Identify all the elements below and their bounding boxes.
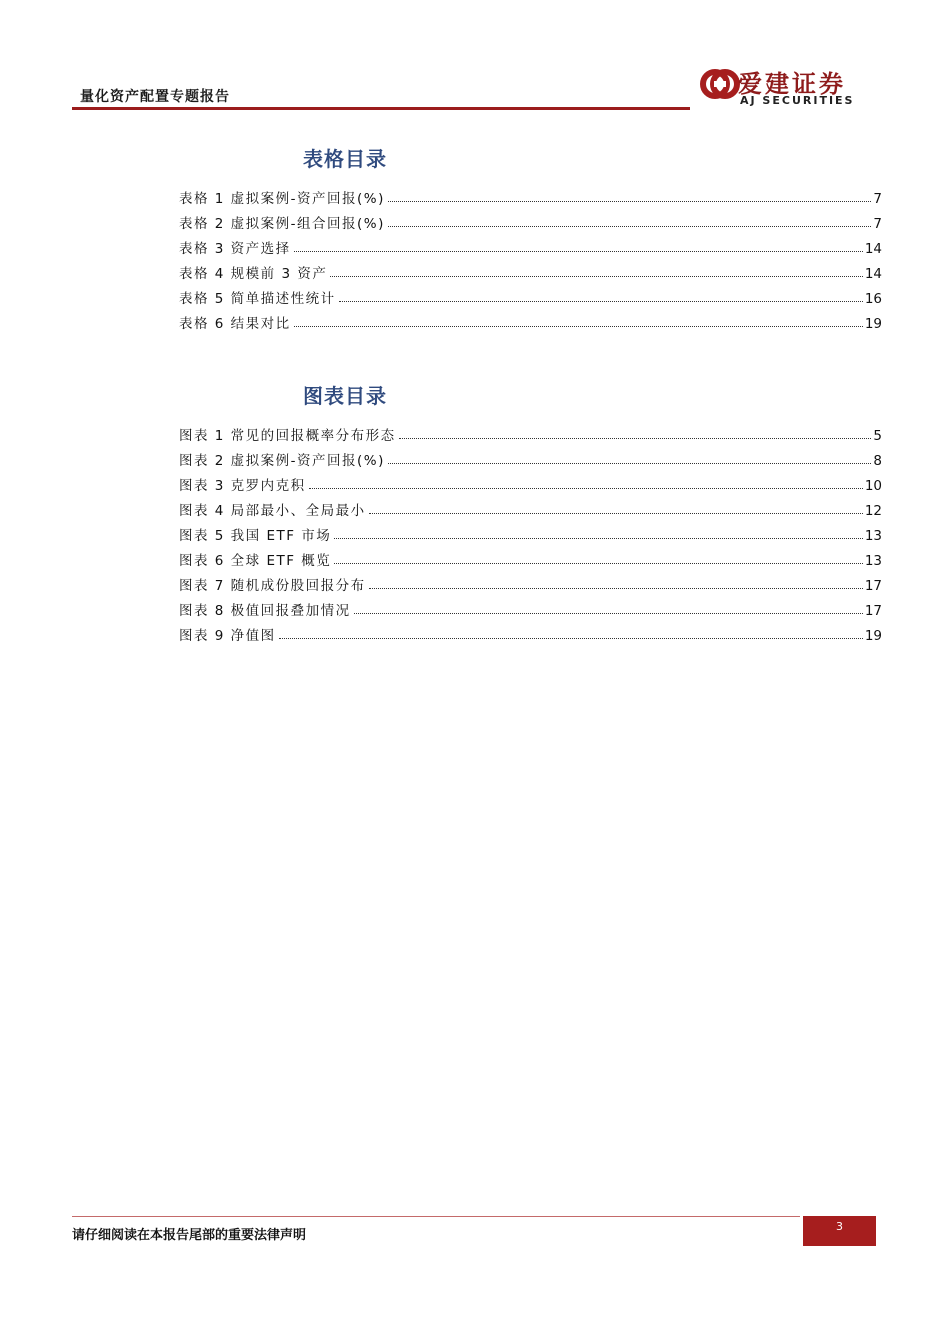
- table-toc-list: [179, 182, 882, 332]
- toc-entry-page: 19: [864, 628, 882, 644]
- leader-dots: [388, 225, 872, 227]
- leader-dots: [279, 637, 863, 639]
- toc-entry-label: 表格 4 规模前 3 资产: [179, 266, 328, 282]
- toc-entry[interactable]: [179, 257, 882, 282]
- figure-toc-title: 图表目录: [303, 384, 387, 408]
- toc-entry-label: 图表 2 虚拟案例-资产回报(%): [179, 453, 385, 469]
- toc-entry[interactable]: [179, 469, 882, 494]
- toc-entry[interactable]: [179, 207, 882, 232]
- toc-entry-page: 12: [864, 503, 882, 519]
- toc-entry-page: 16: [864, 291, 882, 307]
- leader-dots: [388, 462, 872, 464]
- toc-entry-page: 7: [873, 216, 882, 232]
- leader-dots: [354, 612, 863, 614]
- toc-entry[interactable]: [179, 282, 882, 307]
- toc-entry[interactable]: [179, 619, 882, 644]
- toc-entry-page: 5: [873, 428, 882, 444]
- toc-entry-page: 14: [864, 266, 882, 282]
- toc-entry-label: 表格 5 简单描述性统计: [179, 291, 336, 307]
- toc-entry-page: 13: [864, 553, 882, 569]
- header-rule: [72, 107, 690, 110]
- toc-entry[interactable]: [179, 494, 882, 519]
- toc-entry-page: 13: [864, 528, 882, 544]
- toc-entry-page: 19: [864, 316, 882, 332]
- toc-entry-page: 8: [873, 453, 882, 469]
- toc-entry[interactable]: [179, 444, 882, 469]
- toc-entry-label: 图表 8 极值回报叠加情况: [179, 603, 351, 619]
- brand-logo: [700, 62, 890, 110]
- leader-dots: [294, 250, 863, 252]
- toc-entry-label: 图表 3 克罗内克积: [179, 478, 306, 494]
- toc-entry-page: 17: [864, 578, 882, 594]
- leader-dots: [339, 300, 863, 302]
- toc-entry[interactable]: [179, 519, 882, 544]
- header-title: 量化资产配置专题报告: [80, 89, 230, 105]
- toc-entry-page: 17: [864, 603, 882, 619]
- leader-dots: [294, 325, 863, 327]
- leader-dots: [399, 437, 872, 439]
- toc-entry-label: 图表 4 局部最小、全局最小: [179, 503, 366, 519]
- toc-entry[interactable]: [179, 419, 882, 444]
- legal-disclaimer: 请仔细阅读在本报告尾部的重要法律声明: [72, 1228, 307, 1243]
- table-toc-title: 表格目录: [303, 147, 387, 171]
- toc-entry-label: 图表 9 净值图: [179, 628, 276, 644]
- toc-entry-label: 图表 7 随机成份股回报分布: [179, 578, 366, 594]
- toc-entry[interactable]: [179, 232, 882, 257]
- leader-dots: [330, 275, 862, 277]
- logo-english-name: AJ SECURITIES: [740, 94, 855, 107]
- toc-entry-page: 14: [864, 241, 882, 257]
- leader-dots: [334, 537, 863, 539]
- leader-dots: [334, 562, 863, 564]
- logo-mark-icon: [700, 64, 740, 104]
- footer-rule: [72, 1216, 800, 1217]
- toc-entry-label: 图表 6 全球 ETF 概览: [179, 553, 332, 569]
- toc-entry[interactable]: [179, 544, 882, 569]
- leader-dots: [369, 512, 863, 514]
- toc-entry-label: 表格 3 资产选择: [179, 241, 291, 257]
- toc-entry-label: 表格 2 虚拟案例-组合回报(%): [179, 216, 385, 232]
- toc-entry[interactable]: [179, 569, 882, 594]
- logo-chinese-name: 爱建证券: [738, 69, 846, 98]
- leader-dots: [369, 587, 863, 589]
- toc-entry-page: 7: [873, 191, 882, 207]
- toc-entry[interactable]: [179, 594, 882, 619]
- leader-dots: [309, 487, 863, 489]
- toc-entry[interactable]: [179, 182, 882, 207]
- toc-entry[interactable]: [179, 307, 882, 332]
- page-number: 3: [803, 1216, 876, 1246]
- figure-toc-list: [179, 419, 882, 644]
- toc-entry-label: 图表 1 常见的回报概率分布形态: [179, 428, 396, 444]
- leader-dots: [388, 200, 872, 202]
- toc-entry-label: 表格 6 结果对比: [179, 316, 291, 332]
- toc-entry-label: 表格 1 虚拟案例-资产回报(%): [179, 191, 385, 207]
- toc-entry-label: 图表 5 我国 ETF 市场: [179, 528, 332, 544]
- toc-entry-page: 10: [864, 478, 882, 494]
